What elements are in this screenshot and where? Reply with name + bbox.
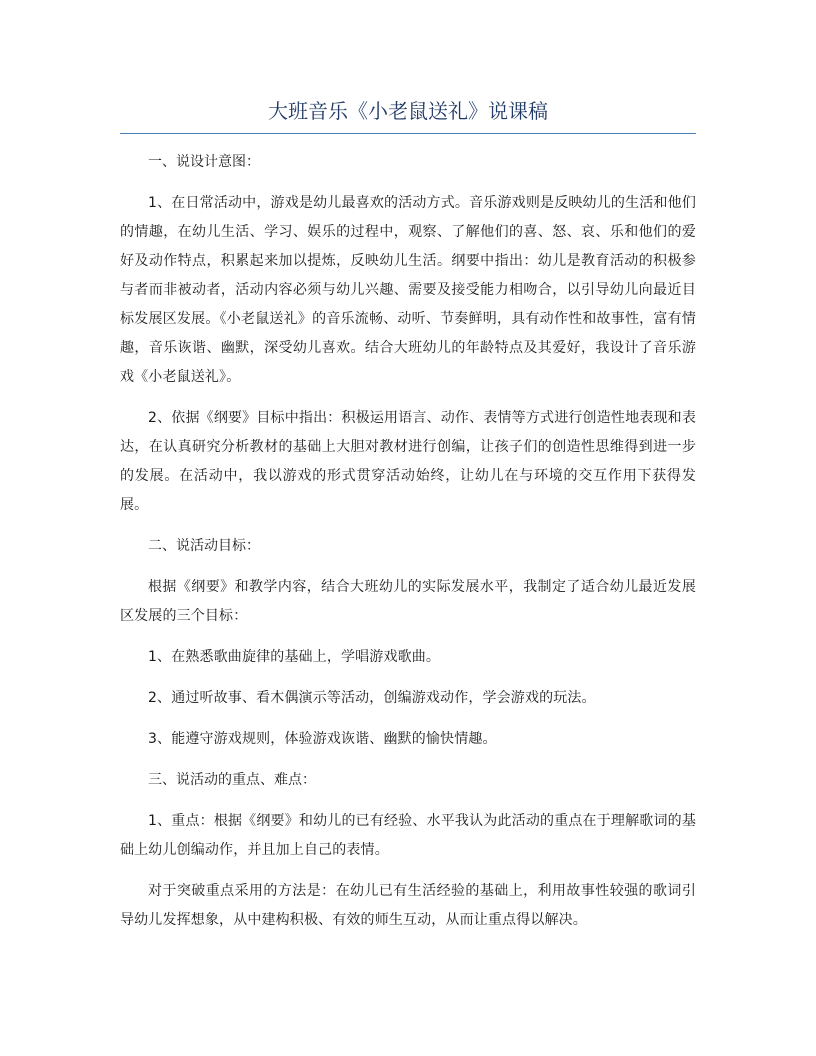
document-body	[120, 148, 696, 947]
paragraph-goal-1: 1、在熟悉歌曲旋律的基础上，学唱游戏歌曲。	[148, 649, 441, 665]
section-heading-key-points: 三、说活动的重点、难点：	[148, 772, 316, 788]
paragraph-goal-2: 2、通过听故事、看木偶演示等活动，创编游戏动作，学会游戏的玩法。	[148, 690, 596, 706]
paragraph-goal-3: 3、能遵守游戏规则，体验游戏诙谐、幽默的愉快情趣。	[148, 731, 497, 747]
section-heading-design-intent: 一、说设计意图：	[148, 154, 260, 170]
paragraph-key-point-1: 1、重点：根据《纲要》和幼儿的已有经验、水平我认为此活动的重点在于理解歌词的基础上幼儿创编动作，并且加上自己的表情。	[120, 813, 696, 858]
title-divider	[120, 133, 696, 134]
paragraph-goals-intro: 根据《纲要》和教学内容，结合大班幼儿的实际发展水平，我制定了适合幼儿最近发展区发展的三个目标：	[120, 579, 696, 624]
paragraph-design-intent-2: 2、依据《纲要》目标中指出：积极运用语言、动作、表情等方式进行创造性地表现和表达，在认真研究分析教材的基础上大胆对教材进行创编，让孩子们的创造性思维得到进一步的发展。在活动中，我以游戏的形式贯穿活动始终，让幼儿在与环境的交互作用下获得发展。	[120, 410, 696, 513]
document-title: 大班音乐《小老鼠送礼》说课稿	[268, 99, 548, 123]
paragraph-design-intent-1: 1、在日常活动中，游戏是幼儿最喜欢的活动方式。音乐游戏则是反映幼儿的生活和他们的情趣，在幼儿生活、学习、娱乐的过程中，观察、了解他们的喜、怒、哀、乐和他们的爱好及动作特点，积累起来加以提炼，反映幼儿生活。纲要中指出：幼儿是教育活动的积极参与者而非被动者，活动内容必须与幼儿兴趣、需要及接受能力相吻合，以引导幼儿向最近目标发展区发展。《小老鼠送礼》的音乐流畅、动听、节奏鲜明，具有动作性和故事性，富有情趣，音乐诙谐、幽默，深受幼儿喜欢。结合大班幼儿的年龄特点及其爱好，我设计了音乐游戏《小老鼠送礼》。	[120, 195, 696, 385]
section-heading-activity-goals: 二、说活动目标：	[148, 538, 260, 554]
paragraph-key-point-method: 对于突破重点采用的方法是：在幼儿已有生活经验的基础上，利用故事性较强的歌词引导幼儿发挥想象，从中建构积极、有效的师生互动，从而让重点得以解决。	[120, 883, 696, 928]
